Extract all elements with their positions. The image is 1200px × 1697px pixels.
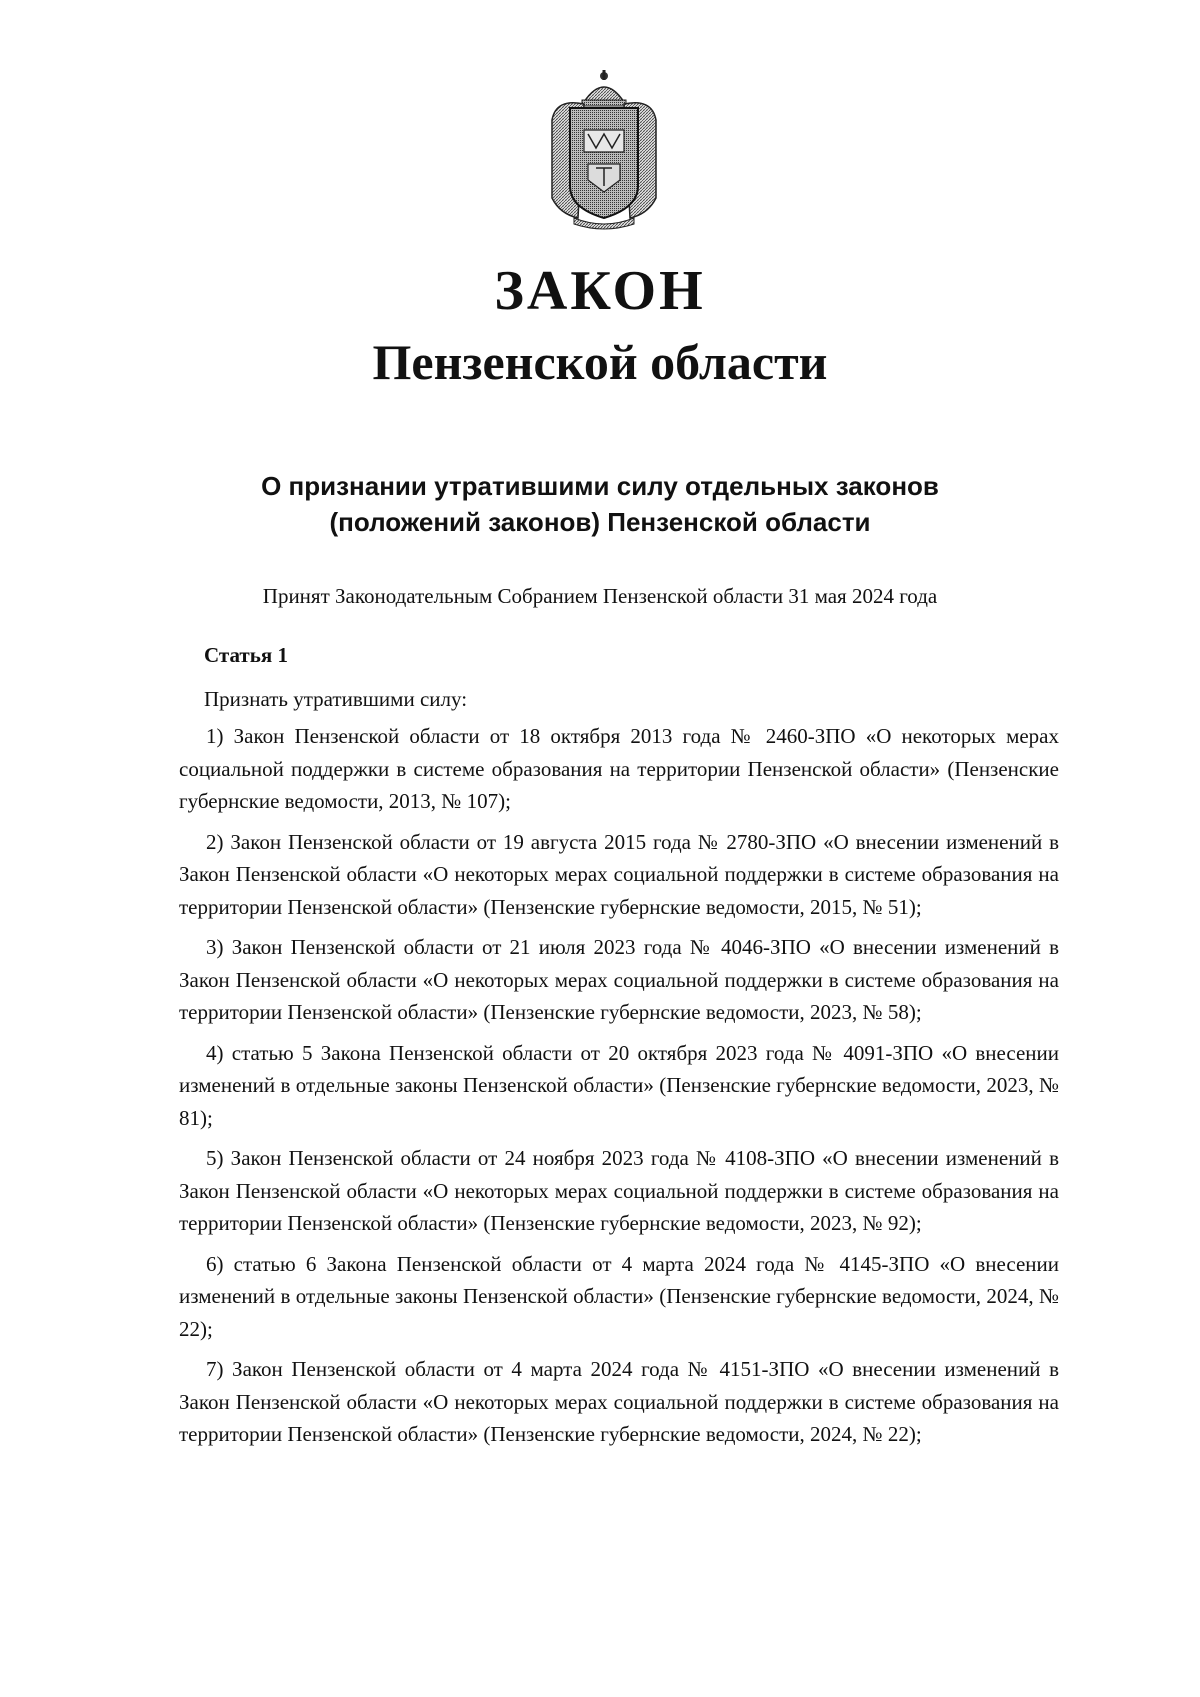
coat-of-arms-icon [548,68,660,230]
list-item: 6) статью 6 Закона Пензенской области от 4 марта 2024 года № 4145-ЗПО «О внесении изменений в отдельные законы Пензенской области» (Пензенские губернские ведомости, 2024, № 22); [179,1251,1059,1341]
list-item: 7) Закон Пензенской области от 4 марта 2024 года № 4151-ЗПО «О внесении изменений в Закон Пензенской области «О некоторых мерах социальной поддержки в системе образования на территории Пензенской области» (Пензенские губернские ведомости, 2024, № 22); [179,1357,1059,1446]
law-subject-line-1: О признании утратившими силу отдельных законов [261,471,939,501]
list-item: 3) Закон Пензенской области от 21 июля 2023 года № 4046-ЗПО «О внесении изменений в Закон Пензенской области «О некоторых мерах социальной поддержки в системе образования на территории Пензенской области» (Пензенские губернские ведомости, 2023, № 58); [179,935,1059,1024]
law-subject [0,468,1200,540]
region-title: Пензенской области [372,334,828,390]
law-subject-line-2: (положений законов) Пензенской области [329,507,871,537]
list-item: 1) Закон Пензенской области от 18 октября 2013 года № 2460-ЗПО «О некоторых мерах социальной поддержки в системе образования на территории Пензенской области» (Пензенские губернские ведомости, 2013, № 107); [179,724,1059,813]
list-item: 4) статью 5 Закона Пензенской области от 20 октября 2023 года № 4091-ЗПО «О внесении изменений в отдельные законы Пензенской области» (Пензенские губернские ведомости, 2023, № 81); [179,1040,1059,1130]
article-items [179,720,1059,1459]
adoption-note: Принят Законодательным Собранием Пензенской области 31 мая 2024 года [262,584,938,608]
list-item: 5) Закон Пензенской области от 24 ноября 2023 года № 4108-ЗПО «О внесении изменений в Закон Пензенской области «О некоторых мерах социальной поддержки в системе образования на территории Пензенской области» (Пензенские губернские ведомости, 2023, № 92); [179,1146,1059,1235]
article-intro: Признать утратившими силу: [204,687,468,711]
law-title: ЗАКОН [494,260,706,322]
article-heading: Статья 1 [204,643,288,667]
list-item: 2) Закон Пензенской области от 19 августа 2015 года № 2780-ЗПО «О внесении изменений в Закон Пензенской области «О некоторых мерах социальной поддержки в системе образования на территории Пензенской области» (Пензенские губернские ведомости, 2015, № 51); [179,829,1059,919]
